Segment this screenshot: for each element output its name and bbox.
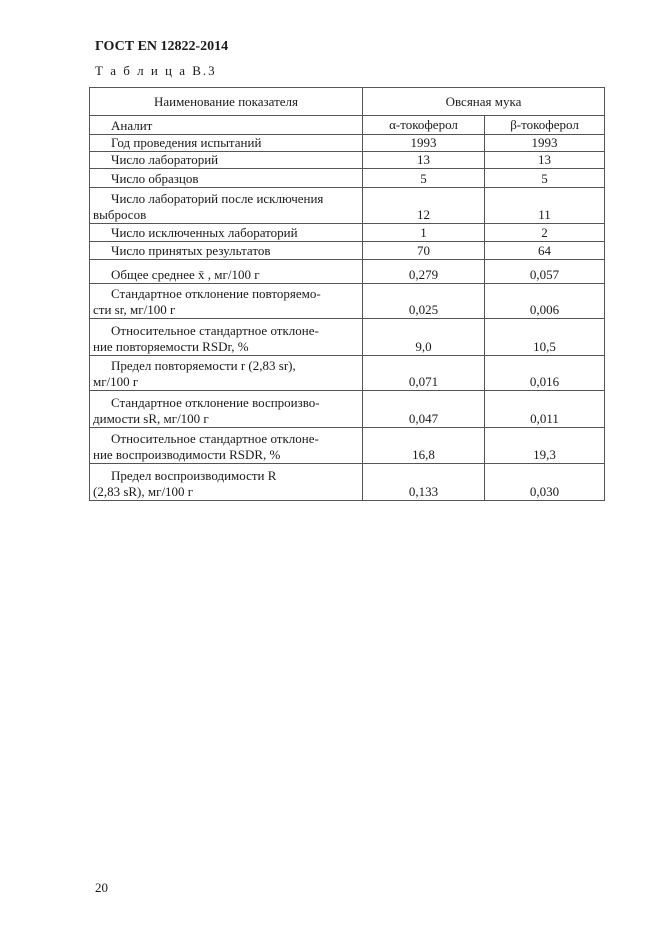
table-row [90,319,605,356]
value-alpha-cell: 13 [363,152,485,169]
table-row [90,391,605,428]
indicator-name: Относительное стандартное отклоне- ние повторяемости RSDr, % [93,323,319,354]
indicator-name: Число образцов [111,171,199,186]
value-beta-cell: 0,011 [485,391,605,428]
value-beta-cell: 0,006 [485,284,605,319]
value-beta-cell: 13 [485,152,605,169]
table-row [90,188,605,224]
value-alpha-cell: α-токоферол [363,116,485,135]
value-beta-cell: 0,016 [485,356,605,391]
indicator-name-cell [90,391,363,428]
table-row [90,169,605,188]
value-beta-cell: 0,030 [485,464,605,501]
indicator-name-cell [90,356,363,391]
indicator-name: Аналит [111,118,153,133]
value-alpha-cell: 0,071 [363,356,485,391]
indicator-name-cell [90,188,363,224]
value-beta-cell: 2 [485,224,605,242]
value-alpha-cell: 1993 [363,135,485,152]
indicator-name-cell [90,135,363,152]
indicator-name-cell [90,116,363,135]
header-indicator-cell: Наименование показателя [90,88,363,116]
indicator-name-cell [90,319,363,356]
value-beta-cell: 5 [485,169,605,188]
table-header-row [90,88,605,116]
table-caption: Т а б л и ц а В.3 [95,63,217,78]
page-number: 20 [95,880,108,895]
table-row [90,116,605,135]
indicator-name: Число исключенных лабораторий [111,225,298,240]
indicator-name-cell [90,242,363,260]
indicator-name-cell [90,260,363,284]
value-beta-cell: 0,057 [485,260,605,284]
value-alpha-cell: 1 [363,224,485,242]
value-alpha-cell: 0,047 [363,391,485,428]
value-beta-cell: 11 [485,188,605,224]
table-row [90,242,605,260]
indicator-name: Год проведения испытаний [111,135,262,150]
value-beta-cell: 19,3 [485,428,605,464]
indicator-name: Число лабораторий [111,152,219,167]
indicator-name: Стандартное отклонение воспроизво- димости sR, мг/100 г [93,395,320,426]
data-table [89,87,605,501]
table-row [90,464,605,501]
table-row [90,356,605,391]
document-header: ГОСТ EN 12822-2014 [95,39,229,54]
value-beta-cell: 64 [485,242,605,260]
value-alpha-cell: 12 [363,188,485,224]
value-alpha-cell: 9,0 [363,319,485,356]
table-row [90,152,605,169]
value-beta-cell: 10,5 [485,319,605,356]
table-row [90,428,605,464]
indicator-name: Число лабораторий после исключения выбросов [93,191,324,222]
value-alpha-cell: 0,279 [363,260,485,284]
value-alpha-cell: 5 [363,169,485,188]
indicator-name-cell [90,428,363,464]
indicator-name: Относительное стандартное отклоне- ние воспроизводимости RSDR, % [93,431,319,462]
indicator-name-cell [90,169,363,188]
indicator-name: Стандартное отклонение повторяемо- сти sr, мг/100 г [93,286,321,317]
value-alpha-cell: 16,8 [363,428,485,464]
indicator-name-cell [90,224,363,242]
indicator-name-cell [90,152,363,169]
value-beta-cell: β-токоферол [485,116,605,135]
table-row [90,135,605,152]
indicator-name: Общее среднее x̄ , мг/100 г [111,267,260,282]
table-row [90,284,605,319]
indicator-name-cell [90,284,363,319]
indicator-name-cell [90,464,363,501]
value-alpha-cell: 0,025 [363,284,485,319]
value-alpha-cell: 0,133 [363,464,485,501]
table-row [90,224,605,242]
indicator-name: Предел воспроизводимости R (2,83 sR), мг/100 г [93,468,277,499]
table-row [90,260,605,284]
indicator-name: Предел повторяемости r (2,83 sr), мг/100 г [93,358,296,389]
indicator-name: Число принятых результатов [111,243,271,258]
value-alpha-cell: 70 [363,242,485,260]
value-beta-cell: 1993 [485,135,605,152]
header-matrix-cell: Овсяная мука [363,88,605,116]
